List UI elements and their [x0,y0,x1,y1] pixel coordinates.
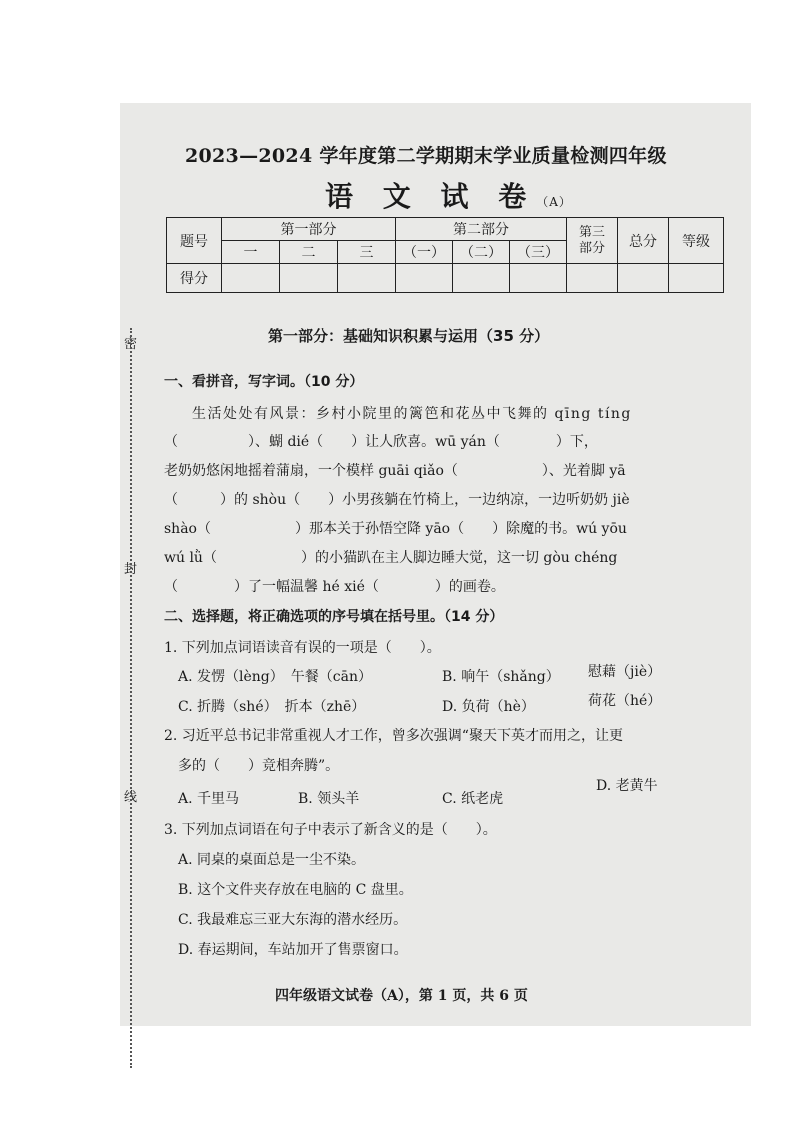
q1-line: 生活处处有风景：乡村小院里的篱笆和花丛中飞舞的 qīng tíng [192,406,632,422]
q1-line: shào（ ）那本关于孙悟空降 yāo（ ）除魔的书。wú yōu [164,521,627,537]
score-table-grade: 等级 [669,218,724,264]
q2-2-stem-line1: 2. 习近平总书记非常重视人才工作，曾多次强调“聚天下英才而用之，让更 [164,728,623,744]
score-table-question-label: 题号 [167,218,222,264]
q2-3-option-d: D. 春运期间，车站加开了售票窗口。 [178,942,408,958]
page-footer: 四年级语文试卷（A），第 1 页，共 6 页 [275,988,528,1004]
section1-title: 第一部分：基础知识积累与运用（35 分） [268,327,550,345]
score-table-score-label: 得分 [167,264,222,293]
q2-2-option-d: D. 老黄牛 [596,778,658,794]
score-table-part1: 第一部分 [222,218,396,241]
score-cell[interactable] [618,264,669,293]
exam-subject: 语 文 试 卷（A） [325,180,572,213]
q2-2-option-b: B. 领头羊 [298,791,360,807]
score-table-col: 二 [280,241,338,264]
q2-heading: 二、选择题，将正确选项的序号填在括号里。（14 分） [164,609,504,625]
q1-line: （ ）、蝴 dié（ ）让人欣喜。wū yán（ ）下， [164,434,598,450]
q2-3-option-b: B. 这个文件夹存放在电脑的 C 盘里。 [178,882,413,898]
score-cell[interactable] [280,264,338,293]
q1-line: （ ）了一幅温馨 hé xié（ ）的画卷。 [164,579,505,595]
q2-3-option-a: A. 同桌的桌面总是一尘不染。 [178,852,366,868]
seal-mark-mi: 密 [124,337,138,352]
score-table-total: 总分 [618,218,669,264]
q2-1-option-b: B. 响午（shǎng） [442,669,560,685]
q2-2-stem-line2: 多的（ ）竞相奔腾”。 [178,758,340,774]
exam-version: （A） [536,195,572,209]
q2-3-stem: 3. 下列加点词语在句子中表示了新含义的是（ ）。 [164,822,497,838]
q1-heading: 一、看拼音，写字词。（10 分） [164,374,364,390]
score-table-col: （一） [396,241,453,264]
exam-title: 2023—2024 学年度第二学期期末学业质量检测四年级 [185,145,667,167]
q2-1-stem: 1. 下列加点词语读音有误的一项是（ ）。 [164,640,441,656]
exam-sheet [120,103,751,1026]
score-table-col: （二） [453,241,510,264]
score-cell[interactable] [510,264,567,293]
q2-2-option-c: C. 纸老虎 [442,791,504,807]
q2-1-option-d: D. 负荷（hè） [442,699,535,715]
seal-mark-feng: 封 [124,562,138,577]
q1-line: 老奶奶悠闲地摇着蒲扇，一个模样 guāi qiǎo（ ）、光着脚 yā [164,463,626,479]
q2-2-option-a: A. 千里马 [178,791,240,807]
score-cell[interactable] [396,264,453,293]
score-cell[interactable] [669,264,724,293]
score-cell[interactable] [222,264,280,293]
score-table-col: （三） [510,241,567,264]
score-table-part2: 第二部分 [396,218,567,241]
score-table-col: 三 [338,241,396,264]
score-cell[interactable] [338,264,396,293]
q1-line: wú lǜ（ ）的小猫趴在主人脚边睡大觉，这一切 gòu chéng [164,550,618,566]
q2-1-option-a: A. 发愣（lèng） 午餐（cān） [178,669,372,685]
seal-mark-xian: 线 [124,790,138,805]
q1-line: （ ）的 shòu（ ）小男孩躺在竹椅上，一边纳凉，一边听奶奶 jiè [164,492,630,508]
q2-1-option-d-word2: 荷花（hé） [588,693,662,709]
q2-3-option-c: C. 我最难忘三亚大东海的潜水经历。 [178,912,408,928]
q2-1-option-c: C. 折腾（shé） 折本（zhē） [178,699,366,715]
score-table-col: 一 [222,241,280,264]
score-table [166,217,724,293]
binding-dotted-line [130,328,132,1068]
score-table-part3: 第三 部分 [567,218,618,264]
score-cell[interactable] [453,264,510,293]
score-cell[interactable] [567,264,618,293]
q2-1-option-b-word2: 慰藉（jiè） [588,664,662,680]
